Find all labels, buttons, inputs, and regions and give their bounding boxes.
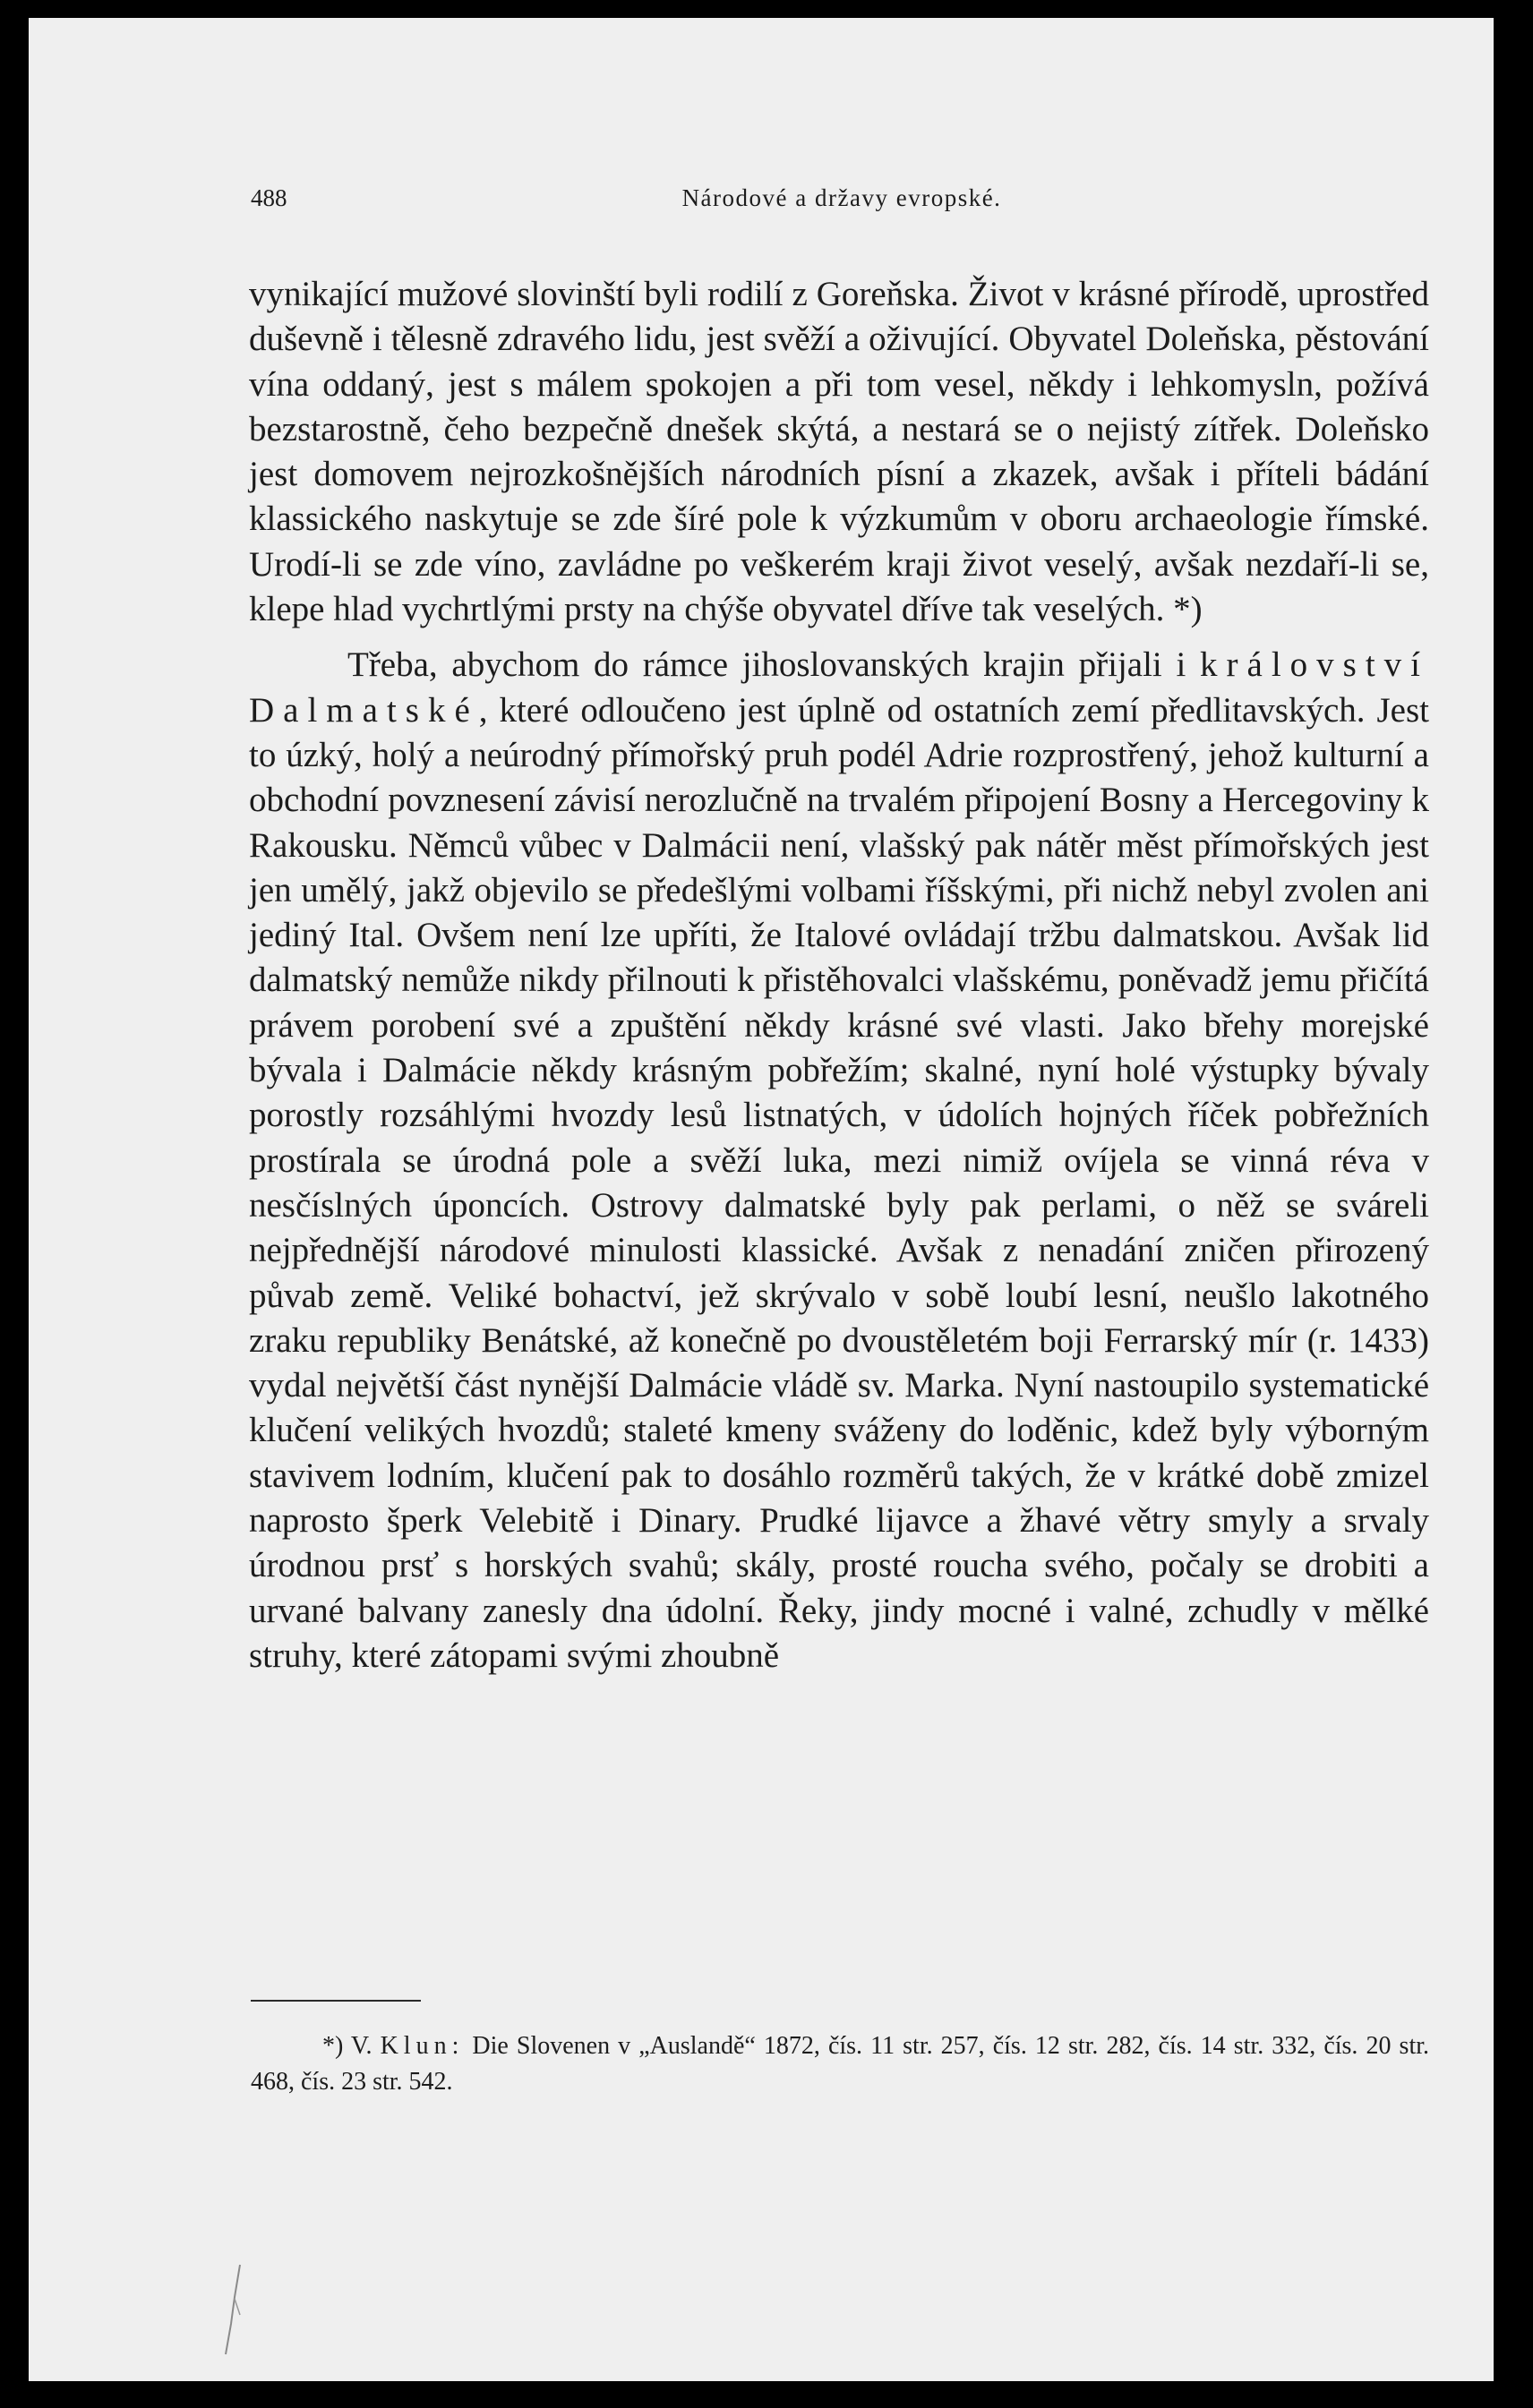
footnote-author: Klun: xyxy=(380,2032,465,2060)
spaced-emphasis: království Dalmatské xyxy=(249,645,1429,730)
paragraph-2 xyxy=(249,643,1429,1678)
page-number: 488 xyxy=(251,184,287,211)
page-header xyxy=(251,184,1433,220)
footnote xyxy=(251,2028,1429,2100)
running-title: Národové a državy evropské. xyxy=(681,184,1002,211)
paragraph-1: vynikající mužové slovinští byli rodilí z Goreňska. Život v krásné přírodě, uprostřed duševně i tělesně zdravého lidu, jest svěží a oživující. Obyvatel Doleňska, pěstování vína oddaný, jest s málem spokojen a při tom vesel, někdy i lehkomysln, požívá bezstarostně, čeho bezpečně dnešek skýtá, a nestará se o nejistý zítřek. Doleňsko jest domovem nejrozkošnějších národních písní a zkazek, avšak i příteli bádání klassického naskytuje se zde šíré pole k výzkumům v oboru archaeologie římské. Urodí-li se zde víno, zavládne po veškerém kraji život veselý, avšak nezdaří-li se, klepe hlad vychrtlými prsty na chýše obyvatel dříve tak veselých. *) xyxy=(249,275,1429,629)
book-page xyxy=(29,18,1494,2381)
pencil-mark xyxy=(218,2261,245,2360)
paragraph-2-rest: , které odloučeno jest úplně od ostatních zemí předlitavských. Jest to úzký, holý a neúrodný přímořský pruh podél Adrie rozprostřený, jehož kulturní a obchodní povznesení závisí nerozlučně na trvalém připojení Bosny a Hercegoviny k Rakousku. Němců vůbec v Dalmácii není, vlašský pak nátěr měst přímořských jest jen umělý, jakž objevilo se předešlými volbami říšskými, při nichž nebyl zvolen ani jediný Ital. Ovšem není lze upříti, že Italové ovládají tržbu dalmatskou. Avšak lid dalmatský nemůže nikdy přilnouti k přistěhovalci vlašskému, poněvadž jemu přičítá právem porobení své a zpuštění někdy krásné své vlasti. Jako břehy morejské bývala i Dalmácie někdy krásným pobřežím; skalné, nyní holé výstupky bývaly porostly rozsáhlými hvozdy lesů listnatých, v údolích hojných říček pobřežních prostírala se úrodná pole a svěží luka, mezi nimiž ovíjela se vinná réva v nesčíslných úponcích. Ostrovy dalmatské byly pak perlami, o něž se sváreli nejpřednější národové minulosti klassické. Avšak z nenadání zničen přirozený půvab země. Veliké bohactví, jež skrývalo v sobě loubí lesní, neušlo lakotného zraku republiky Benátské, až konečně po dvoustěletém boji Ferrarský mír (r. 1433) vydal největší část nynější Dalmácie vládě sv. Marka. Nyní nastoupilo systematické klučení velikých hvozdů; staleté kmeny sváženy do loděnic, kdež byly výborným stavivem lodním, klučení pak to dosáhlo rozměrů takých, že v krátké době zmizel naprosto šperk Velebitě i Dinary. Prudké lijavce a žhavé větry smyly a srvaly úrodnou prsť s horských svahů; skály, prosté roucha svého, počaly se drobiti a urvané balvany zanesly dna údolní. Řeky, jindy mocné i valné, zchudly v mělké struhy, které zátopami svými zhoubně xyxy=(249,690,1429,1675)
body-text xyxy=(249,272,1429,1678)
paragraph-2-start: Třeba, abychom do rámce jihoslovanských krajin přijali i xyxy=(347,645,1201,685)
footnote-marker: *) V. xyxy=(322,2032,373,2060)
footnote-text: Die Slovenen v „Auslandě“ 1872, čís. 11 str. 257, čís. 12 str. 282, čís. 14 str. 332, čís. 20 str. 468, čís. 23 str. 542. xyxy=(251,2032,1430,2096)
footnote-rule xyxy=(251,2000,421,2002)
